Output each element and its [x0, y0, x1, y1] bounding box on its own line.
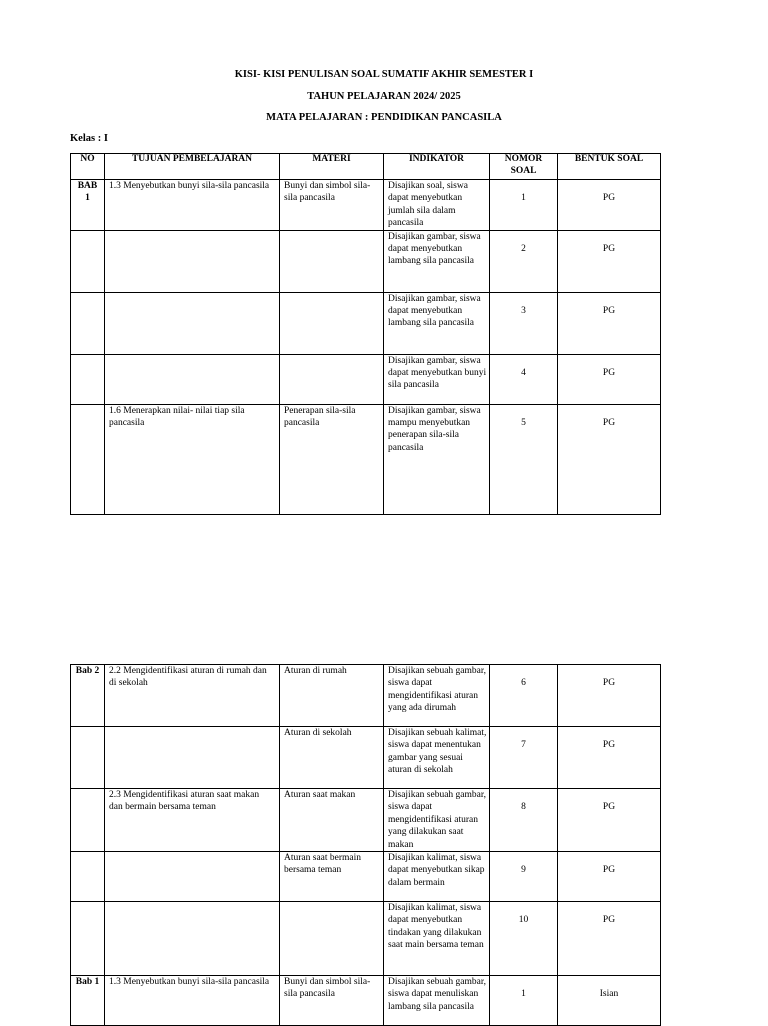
- cell-indikator: Disajikan gambar, siswa dapat menyebutkan lambang sila pancasila: [384, 230, 490, 292]
- cell-bentuk: PG: [558, 852, 661, 902]
- cell-no: Bab 1: [71, 976, 105, 1026]
- cell-indikator: Disajikan gambar, siswa dapat menyebutkan bunyi sila pancasila: [384, 354, 490, 404]
- cell-bentuk: PG: [558, 230, 661, 292]
- cell-indikator: Disajikan sebuah gambar, siswa dapat mengidentifikasi aturan yang ada dirumah: [384, 665, 490, 727]
- cell-nomor: 7: [490, 727, 558, 789]
- table-row: [71, 789, 661, 852]
- document-title: KISI- KISI PENULISAN SOAL SUMATIF AKHIR SEMESTER I: [234, 69, 534, 80]
- cell-materi: Aturan di rumah: [280, 665, 384, 727]
- cell-materi: [280, 902, 384, 976]
- grid-table-1: [70, 153, 661, 515]
- cell-materi: Bunyi dan simbol sila-sila pancasila: [280, 976, 384, 1026]
- cell-tujuan: [105, 292, 280, 354]
- cell-nomor: 5: [490, 404, 558, 514]
- cell-indikator: Disajikan kalimat, siswa dapat menyebutkan sikap dalam bermain: [384, 852, 490, 902]
- cell-bentuk: PG: [558, 902, 661, 976]
- grid-table-2: [70, 664, 661, 1026]
- cell-bentuk: PG: [558, 354, 661, 404]
- table-row: [71, 665, 661, 727]
- cell-indikator: Disajikan gambar, siswa mampu menyebutkan penerapan sila-sila pancasila: [384, 404, 490, 514]
- cell-bentuk: PG: [558, 292, 661, 354]
- table-row: [71, 292, 661, 354]
- cell-nomor: 6: [490, 665, 558, 727]
- cell-indikator: Disajikan gambar, siswa dapat menyebutkan lambang sila pancasila: [384, 292, 490, 354]
- col-header-tujuan: TUJUAN PEMBELAJARAN: [105, 154, 280, 180]
- col-header-no: NO: [71, 154, 105, 180]
- cell-no: Bab 2: [71, 665, 105, 727]
- cell-materi: Bunyi dan simbol sila-sila pancasila: [280, 180, 384, 231]
- col-header-materi: MATERI: [280, 154, 384, 180]
- col-header-bentuk: BENTUK SOAL: [558, 154, 661, 180]
- cell-indikator: Disajikan kalimat, siswa dapat menyebutkan tindakan yang dilakukan saat main bersama teman: [384, 902, 490, 976]
- cell-bentuk: PG: [558, 180, 661, 231]
- cell-no: [71, 852, 105, 902]
- cell-bentuk: PG: [558, 727, 661, 789]
- cell-tujuan: [105, 852, 280, 902]
- cell-tujuan: 2.2 Mengidentifikasi aturan di rumah dan di sekolah: [105, 665, 280, 727]
- cell-nomor: 2: [490, 230, 558, 292]
- table-row: [71, 404, 661, 514]
- cell-materi: [280, 230, 384, 292]
- cell-no: [71, 902, 105, 976]
- cell-nomor: 3: [490, 292, 558, 354]
- cell-tujuan: [105, 902, 280, 976]
- cell-tujuan: 2.3 Mengidentifikasi aturan saat makan dan bermain bersama teman: [105, 789, 280, 852]
- cell-bentuk: Isian: [558, 976, 661, 1026]
- table-row: [71, 902, 661, 976]
- cell-nomor: 10: [490, 902, 558, 976]
- table-row: [71, 976, 661, 1026]
- cell-no: [71, 354, 105, 404]
- cell-materi: [280, 354, 384, 404]
- table-row: [71, 230, 661, 292]
- cell-no: [71, 230, 105, 292]
- cell-tujuan: 1.3 Menyebutkan bunyi sila-sila pancasila: [105, 180, 280, 231]
- cell-materi: Penerapan sila-sila pancasila: [280, 404, 384, 514]
- cell-no: [71, 789, 105, 852]
- class-label: Kelas : I: [70, 133, 108, 144]
- table-row: [71, 354, 661, 404]
- table-row: [71, 180, 661, 231]
- cell-no: [71, 404, 105, 514]
- cell-materi: [280, 292, 384, 354]
- cell-indikator: Disajikan soal, siswa dapat menyebutkan jumlah sila dalam pancasila: [384, 180, 490, 231]
- cell-bentuk: PG: [558, 404, 661, 514]
- cell-indikator: Disajikan sebuah kalimat, siswa dapat menentukan gambar yang sesuai aturan di sekolah: [384, 727, 490, 789]
- table-header-row: [71, 154, 661, 180]
- cell-bentuk: PG: [558, 665, 661, 727]
- cell-nomor: 1: [490, 976, 558, 1026]
- cell-nomor: 9: [490, 852, 558, 902]
- table-row: [71, 727, 661, 789]
- cell-no: [71, 727, 105, 789]
- cell-materi: Aturan di sekolah: [280, 727, 384, 789]
- cell-tujuan: [105, 230, 280, 292]
- cell-nomor: 1: [490, 180, 558, 231]
- table-row: [71, 852, 661, 902]
- document-subject: MATA PELAJARAN : PENDIDIKAN PANCASILA: [266, 112, 502, 123]
- cell-indikator: Disajikan sebuah gambar, siswa dapat menuliskan lambang sila pancasila: [384, 976, 490, 1026]
- cell-no: [71, 292, 105, 354]
- cell-tujuan: [105, 727, 280, 789]
- cell-tujuan: 1.6 Menerapkan nilai- nilai tiap sila pancasila: [105, 404, 280, 514]
- cell-nomor: 8: [490, 789, 558, 852]
- col-header-indikator: INDIKATOR: [384, 154, 490, 180]
- cell-nomor: 4: [490, 354, 558, 404]
- cell-indikator: Disajikan sebuah gambar, siswa dapat mengidentifikasi aturan yang dilakukan saat makan: [384, 789, 490, 852]
- cell-tujuan: 1.3 Menyebutkan bunyi sila-sila pancasila: [105, 976, 280, 1026]
- document-year: TAHUN PELAJARAN 2024/ 2025: [307, 91, 461, 102]
- cell-no: BAB 1: [71, 180, 105, 231]
- cell-materi: Aturan saat bermain bersama teman: [280, 852, 384, 902]
- cell-materi: Aturan saat makan: [280, 789, 384, 852]
- cell-tujuan: [105, 354, 280, 404]
- cell-bentuk: PG: [558, 789, 661, 852]
- col-header-nomor: NOMOR SOAL: [490, 154, 558, 180]
